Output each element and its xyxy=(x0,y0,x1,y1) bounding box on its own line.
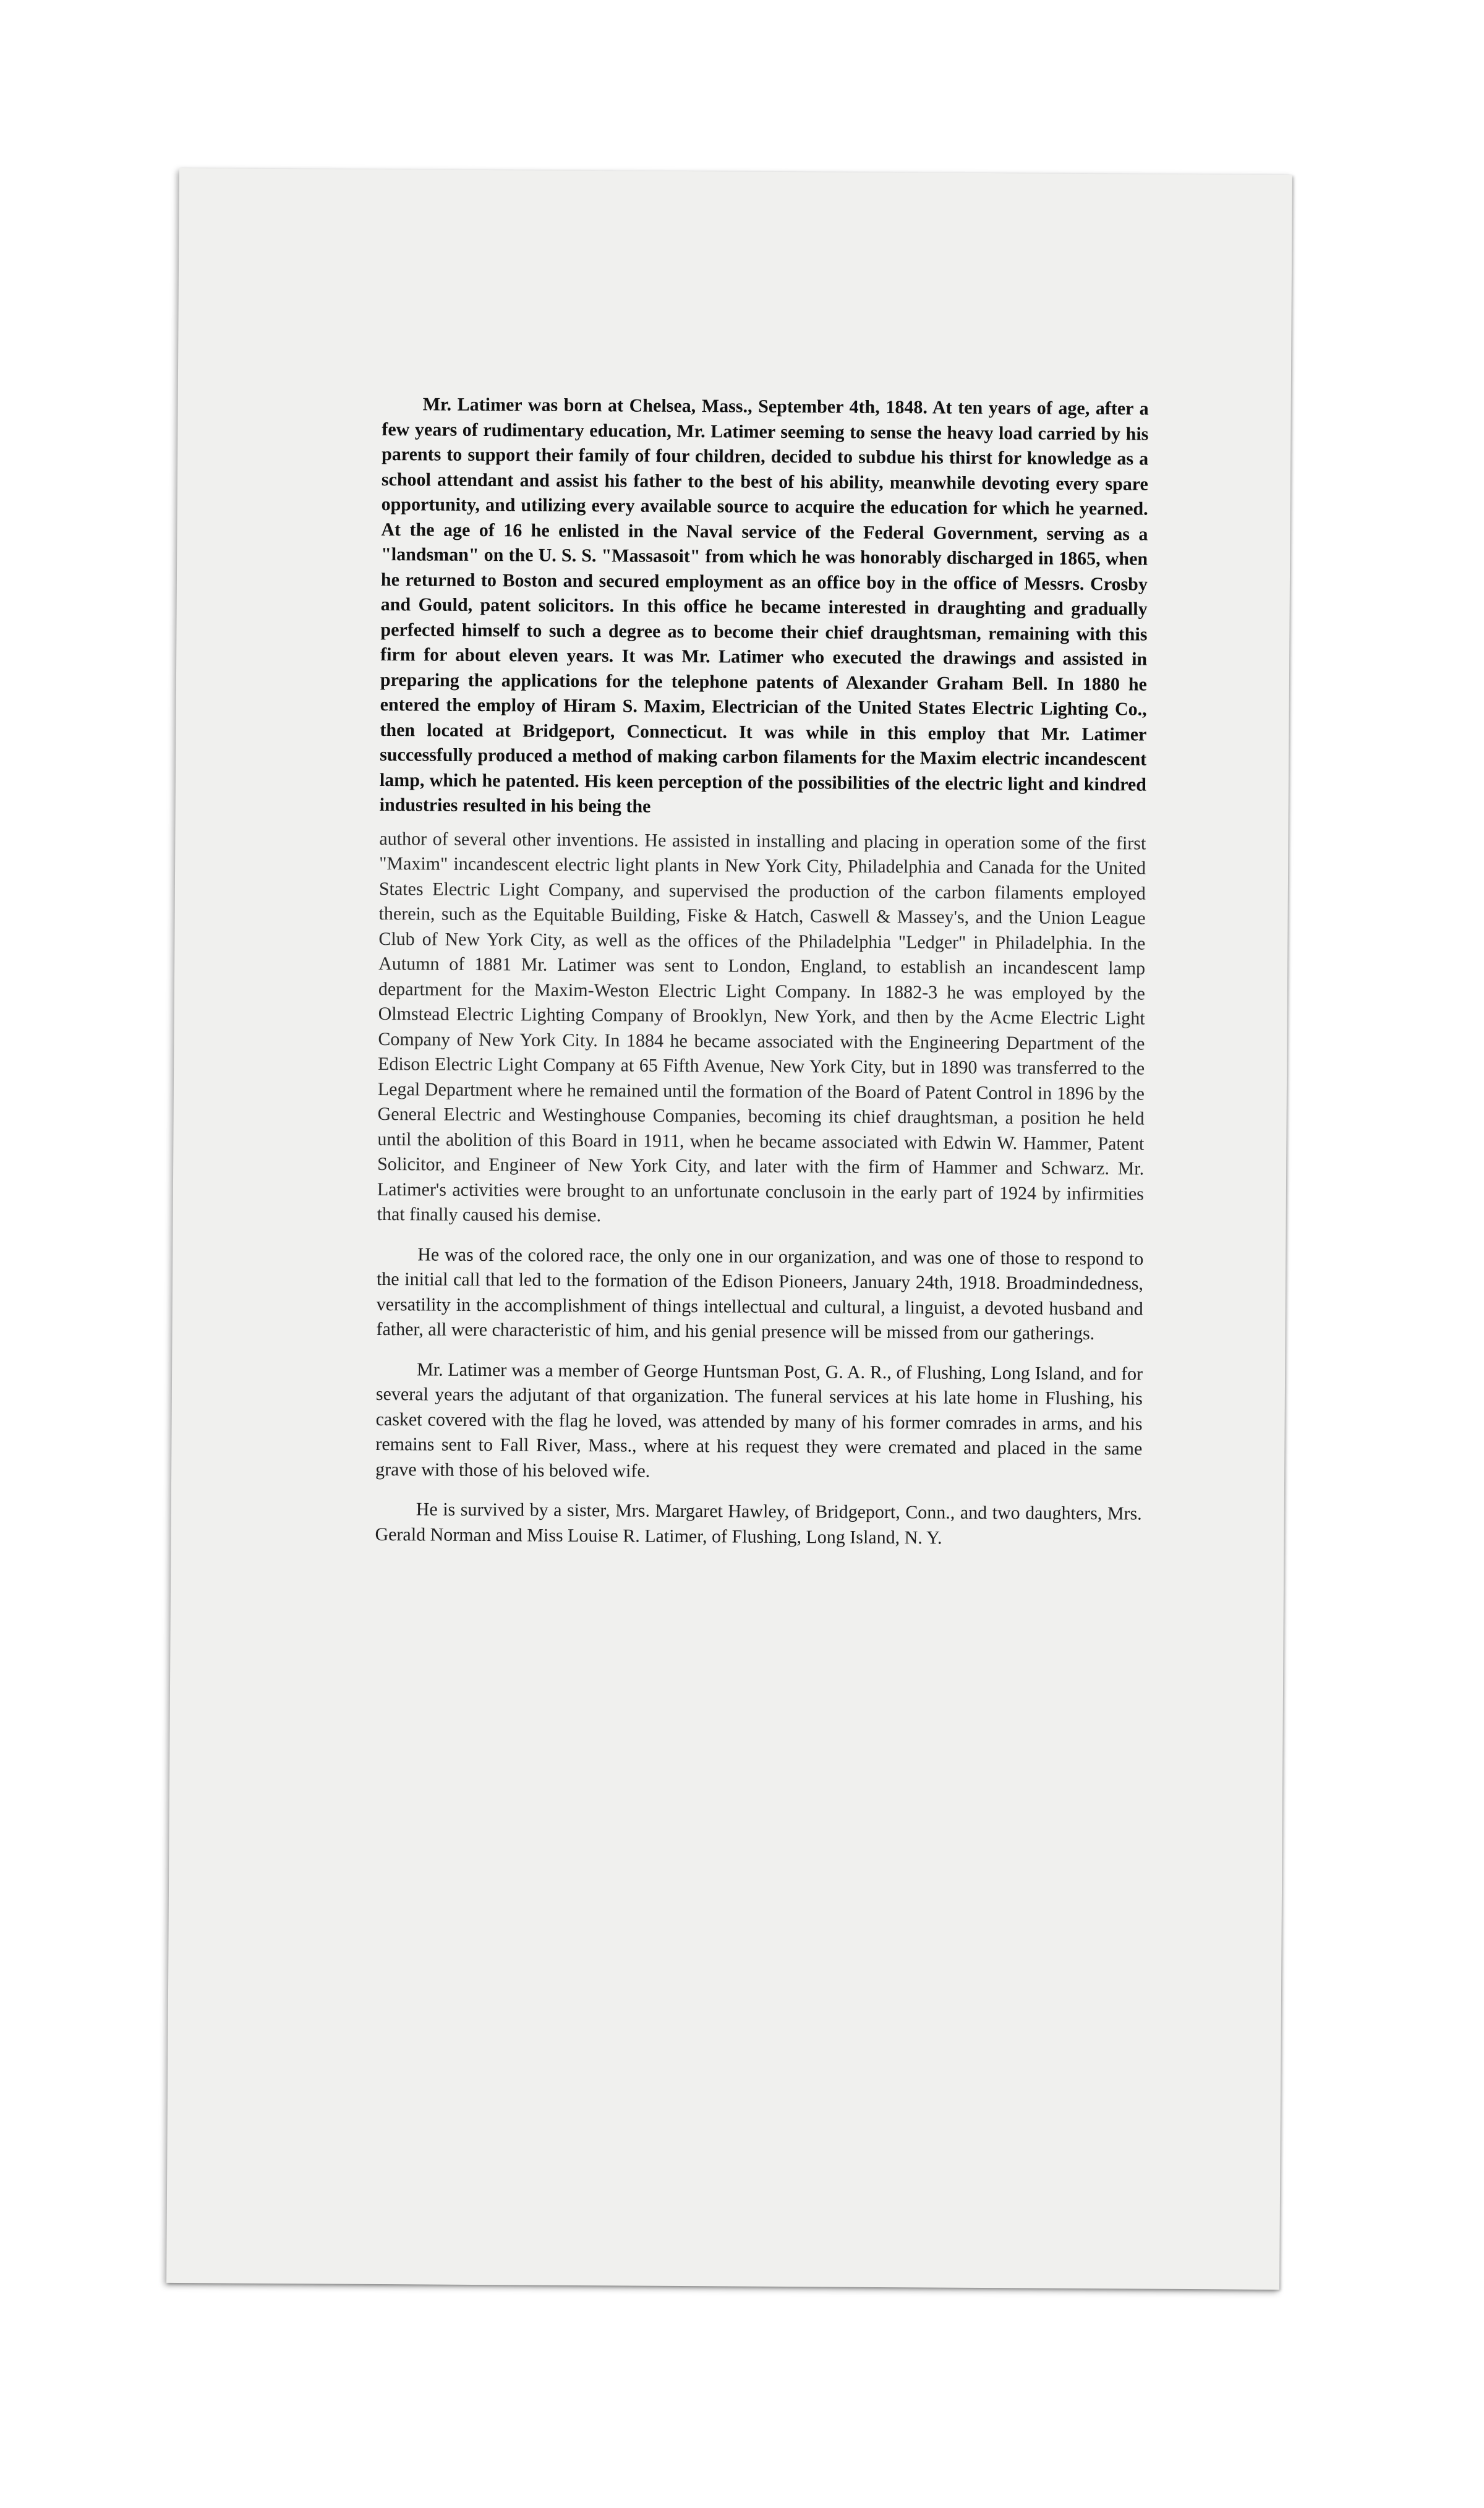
paragraph-gar-and-funeral: Mr. Latimer was a member of George Huntsman Post, G. A. R., of Flushing, Long Island, and for several years the adjutant of that organization. The funeral services at his late home in Flushing, his casket covered with the flag he loved, was attended by many of his former comrades in arms, and his remains sent to Fall River, Mass., where at his request they were cremated and placed in the same grave with those of his beloved wife. xyxy=(375,1358,1143,1482)
paragraph-birth-and-career: Mr. Latimer was born at Chelsea, Mass., September 4th, 1848. At ten years of age, after a few years of rudimentary education, Mr. Latimer seeming to sense the heavy load carried by his parents to support their family of four children, decided to subdue his thirst for knowledge as a school attendant and assist his father to the best of his ability, meanwhile devoting every spare opportunity, and utilizing every available source to acquire the education for which he yearned. At the age of 16 he enlisted in the Naval service of the Federal Government, serving as a "landsman" on the U. S. S. "Massasoit" from which he was honorably discharged in 1865, when he returned to Boston and secured employment as an office boy in the office of Messrs. Crosby and Gould, patent solicitors. In this office he became interested in draughting and gradually perfected himself to such a degree as to become their chief draughtsman, remaining with this firm for about eleven years. It was Mr. Latimer who executed the drawings and assisted in preparing the applications for the telephone patents of Alexander Graham Bell. In 1880 he entered the employ of Hiram S. Maxim, Electrician of the United States Electric Lighting Co., then located at Bridgeport, Connecticut. It was while in this employ that Mr. Latimer successfully produced a method of making carbon filaments for the Maxim electric incandescent lamp, which he patented. His keen perception of the possibilities of the electric light and kindred industries resulted in his being the xyxy=(379,394,1149,817)
document-body xyxy=(375,392,1148,1552)
document-page xyxy=(166,168,1292,2290)
paragraph-inventions-and-employment: author of several other inventions. He assisted in installing and placing in operation some of the first "Maxim" incandescent electric light plants in New York City, Philadelphia and Canada for the United States Electric Light Company, and supervised the production of the carbon filaments employed therein, such as the Equitable Building, Fiske & Hatch, Caswell & Massey's, and the Union League Club of New York City, as well as the offices of the Philadelphia "Ledger" in Philadelphia. In the Autumn of 1881 Mr. Latimer was sent to London, England, to establish an incandescent lamp department for the Maxim-Weston Electric Light Company. In 1882-3 he was employed by the Olmstead Electric Lighting Company of Brooklyn, New York, and then by the Acme Electric Light Company of New York City. In 1884 he became associated with the Engineering Department of the Edison Electric Light Company at 65 Fifth Avenue, New York City, but in 1890 was transferred to the Legal Department where he remained until the formation of the Board of Patent Control in 1896 by the General Electric and Westinghouse Companies, becoming its chief draughtsman, a position he held until the abolition of this Board in 1911, when he became associated with Edwin W. Hammer, Patent Solicitor, and Engineer of New York City, and later with the firm of Hammer and Schwarz. Mr. Latimer's activities were brought to an unfortunate conclusoin in the early part of 1924 by infirmities that finally caused his demise. xyxy=(377,828,1146,1226)
paragraph-survivors: He is survived by a sister, Mrs. Margaret Hawley, of Bridgeport, Conn., and two daughters, Mrs. Gerald Norman and Miss Louise R. Latimer, of Flushing, Long Island, N. Y. xyxy=(375,1499,1142,1548)
paragraph-edison-pioneers: He was of the colored race, the only one in our organization, and was one of those to respond to the initial call that led to the formation of the Edison Pioneers, January 24th, 1918. Broadmindedness, versatility in the accomplishment of things intellectual and cultural, a linguist, a devoted husband and father, all were characteristic of him, and his genial presence will be missed from our gatherings. xyxy=(376,1243,1144,1344)
